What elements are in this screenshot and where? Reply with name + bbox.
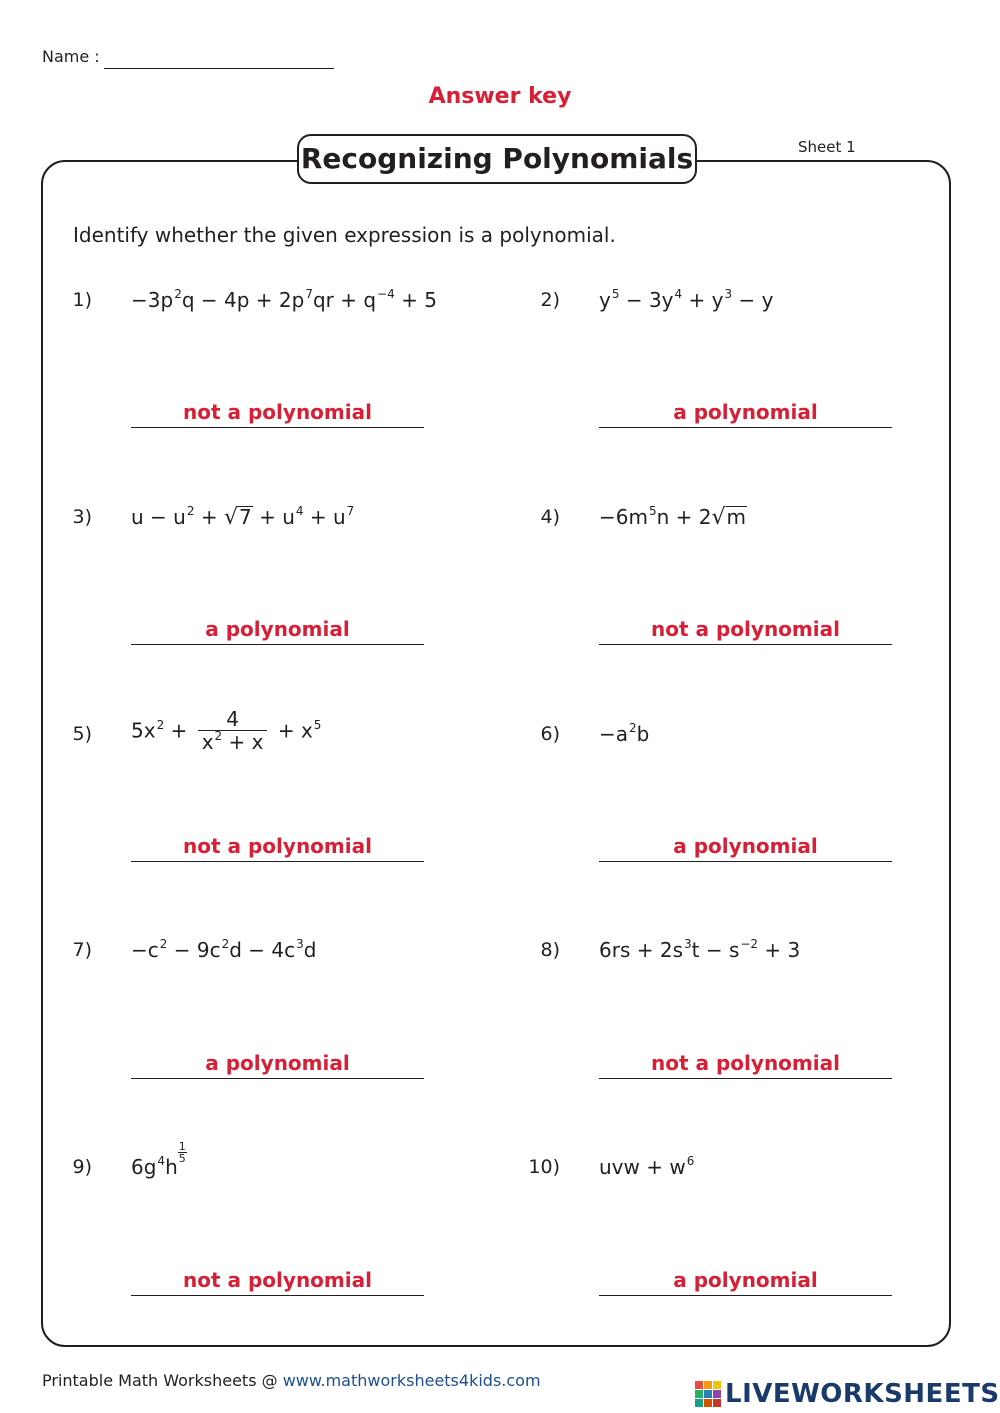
question-number: 3) (72, 506, 92, 528)
expression-8: $6rs + 2s^3t - s^{-2} + 3$ (599, 937, 801, 962)
answer-1[interactable]: not a polynomial (131, 397, 424, 428)
logo-cell (713, 1381, 721, 1389)
answer-3[interactable]: a polynomial (131, 614, 424, 645)
expression-5: $5x^2$ + $\frac{4}{x^2 + x}$ + $x^5$ (131, 707, 322, 754)
answer-9[interactable]: not a polynomial (131, 1265, 424, 1296)
answer-5[interactable]: not a polynomial (131, 831, 424, 862)
logo-cell (695, 1381, 703, 1389)
logo-cell (713, 1399, 721, 1407)
answer-10[interactable]: a polynomial (599, 1265, 892, 1296)
footer-credit (42, 1371, 541, 1390)
name-blank-line[interactable] (104, 68, 334, 69)
question-number: 10) (528, 1156, 560, 1178)
question-number: 2) (540, 289, 560, 311)
answer-2[interactable]: a polynomial (599, 397, 892, 428)
answer-6[interactable]: a polynomial (599, 831, 892, 862)
answer-4[interactable]: not a polynomial (599, 614, 892, 645)
answer-8[interactable]: not a polynomial (599, 1048, 892, 1079)
logo-cell (713, 1390, 721, 1398)
expression-6: $-a^2b$ (599, 721, 650, 746)
liveworksheets-grid-icon (695, 1381, 721, 1407)
expression-9: $6g^4h$ $\frac{1}{5}$ (131, 1140, 186, 1179)
question-number: 6) (540, 723, 560, 745)
expression-7: $-c^2 - 9c^2d - 4c^3d$ (131, 937, 317, 962)
answer-key-heading: Answer key (428, 84, 572, 109)
question-number: 1) (72, 289, 92, 311)
instructions: Identify whether the given expression is a polynomial. (73, 223, 616, 247)
worksheet-title: Recognizing Polynomials (297, 134, 697, 184)
footer-text: Printable Math Worksheets @ (42, 1371, 283, 1390)
question-number: 8) (540, 939, 560, 961)
expression-4: $-6m^5n + 2√m$ (599, 504, 746, 530)
answer-7[interactable]: a polynomial (131, 1048, 424, 1079)
question-number: 9) (72, 1156, 92, 1178)
expression-2: $y^5 - 3y^4 + y^3 - y$ (599, 287, 774, 312)
question-number: 4) (540, 506, 560, 528)
name-label: Name : (42, 47, 100, 66)
logo-cell (704, 1381, 712, 1389)
logo-cell (695, 1399, 703, 1407)
question-number: 7) (72, 939, 92, 961)
logo-cell (704, 1390, 712, 1398)
expression-3: $u - u^2 + √7 + u^4 + u^7$ (131, 504, 355, 530)
liveworksheets-logo[interactable] (695, 1377, 1000, 1411)
sheet-number: Sheet 1 (798, 138, 856, 156)
liveworksheets-wordmark: LIVEWORKSHEETS (725, 1379, 1000, 1409)
question-number: 5) (72, 723, 92, 745)
footer-link[interactable]: www.mathworksheets4kids.com (282, 1371, 541, 1390)
expression-10: uvw + $w^6$ (599, 1154, 695, 1179)
logo-cell (704, 1399, 712, 1407)
logo-cell (695, 1390, 703, 1398)
expression-1: $-3p^2q - 4p + 2p^7qr + q^{-4} + 5$ (131, 287, 437, 312)
